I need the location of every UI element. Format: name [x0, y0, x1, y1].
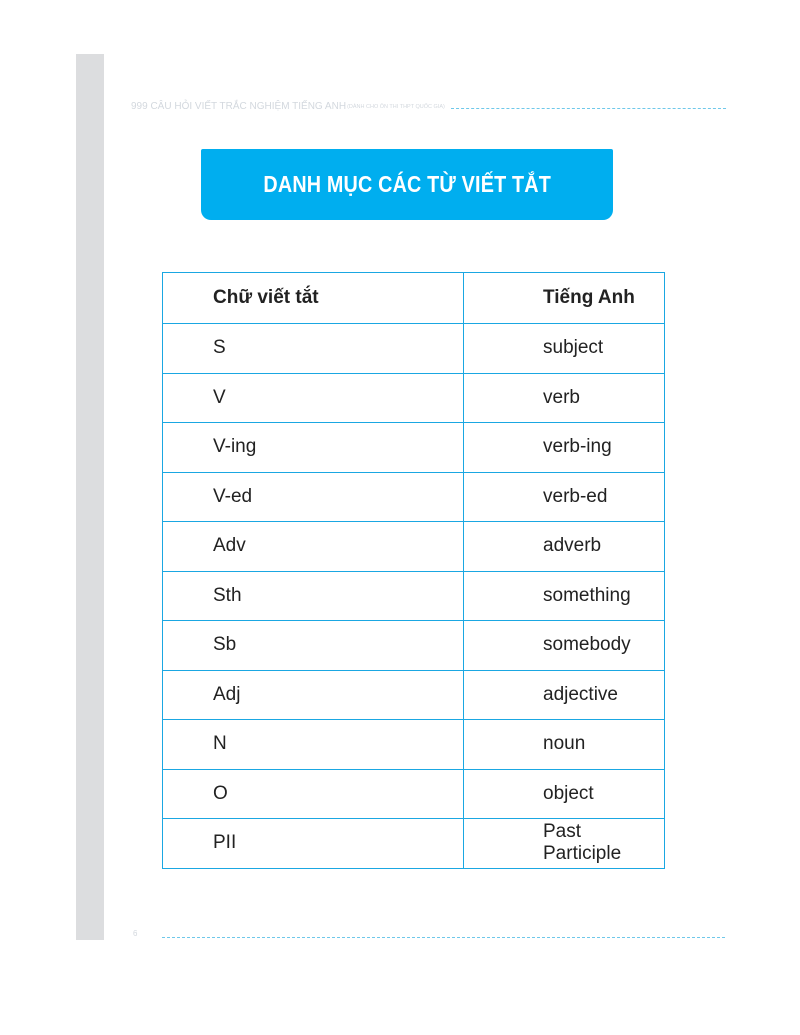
table-row [163, 522, 665, 572]
english-cell: verb [464, 373, 665, 423]
english-cell: adverb [464, 522, 665, 572]
english-cell: verb-ing [464, 423, 665, 473]
page-title: DANH MỤC CÁC TỪ VIẾT TẮT [263, 171, 551, 197]
english-cell: object [464, 769, 665, 819]
table-row [163, 324, 665, 374]
english-cell: subject [464, 324, 665, 374]
english-cell: Past Participle [464, 819, 665, 869]
table-row [163, 571, 665, 621]
running-header [131, 96, 726, 116]
abbreviation-cell: O [163, 769, 464, 819]
footer-dashed-rule [162, 937, 725, 938]
table-row [163, 621, 665, 671]
table-row [163, 670, 665, 720]
abbreviation-cell: N [163, 720, 464, 770]
abbreviation-cell: PII [163, 819, 464, 869]
table-row [163, 472, 665, 522]
english-cell: something [464, 571, 665, 621]
table-row [163, 769, 665, 819]
column-header-abbreviation: Chữ viết tắt [163, 273, 464, 324]
abbreviation-cell: Sb [163, 621, 464, 671]
abbreviation-cell: Adj [163, 670, 464, 720]
side-margin-strip [76, 54, 104, 940]
running-header-subtitle: (DÀNH CHO ÔN THI THPT QUỐC GIA) [347, 104, 445, 110]
abbreviation-cell: V-ing [163, 423, 464, 473]
english-cell: somebody [464, 621, 665, 671]
abbreviation-cell: V [163, 373, 464, 423]
abbreviation-cell: Adv [163, 522, 464, 572]
english-cell: adjective [464, 670, 665, 720]
header-dashed-rule [451, 108, 726, 109]
abbreviation-table [162, 272, 665, 869]
abbreviation-cell: S [163, 324, 464, 374]
title-banner [201, 149, 613, 220]
running-header-title: 999 CÂU HỎI VIẾT TRẮC NGHIỆM TIẾNG ANH [131, 100, 347, 112]
table-row [163, 720, 665, 770]
english-cell: noun [464, 720, 665, 770]
abbreviation-cell: V-ed [163, 472, 464, 522]
table-row [163, 423, 665, 473]
table-row [163, 819, 665, 869]
table-row [163, 373, 665, 423]
english-cell: verb-ed [464, 472, 665, 522]
column-header-english: Tiếng Anh [464, 273, 665, 324]
abbreviation-cell: Sth [163, 571, 464, 621]
page-number: 6 [133, 929, 138, 938]
table-header-row [163, 273, 665, 324]
